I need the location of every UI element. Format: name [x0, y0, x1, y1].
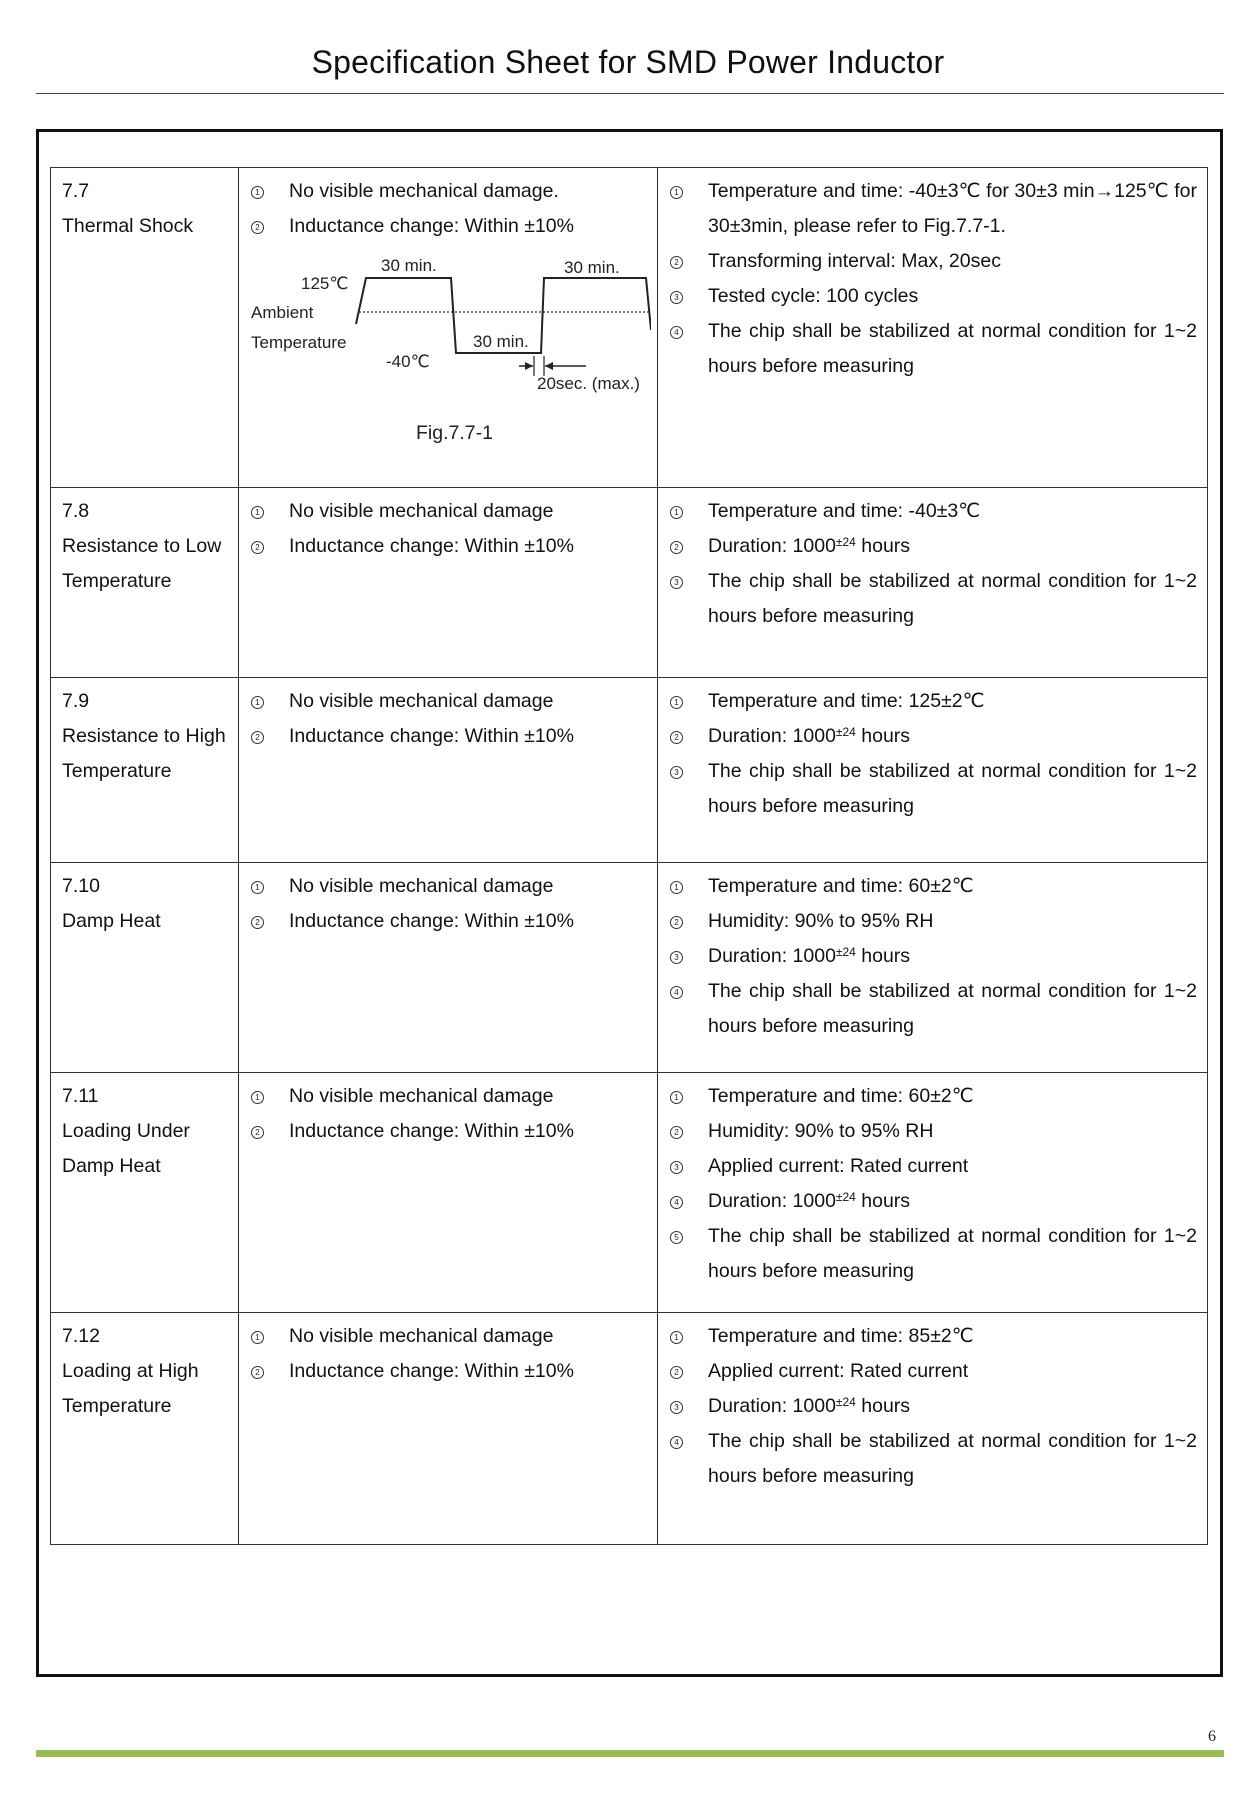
- list-item: 2 Duration: $1000^{\pm 24}$ hours: [670, 719, 1197, 754]
- list-item: 1 Temperature and time: 60±2℃: [670, 869, 1197, 904]
- page-title: Specification Sheet for SMD Power Inductor: [311, 44, 945, 80]
- list-item: 2 Inductance change: Within ±10%: [251, 1354, 647, 1389]
- item-number: 7.8: [62, 500, 90, 522]
- list-item: 1 Temperature and time: 125±2℃: [670, 684, 1197, 719]
- item-number: 7.7: [62, 180, 90, 202]
- circled-number-icon: 4: [670, 1436, 683, 1449]
- condition-cell: [658, 168, 1208, 488]
- list-item: 2 Inductance change: Within ±10%: [251, 529, 647, 564]
- requirement-cell: [239, 168, 658, 488]
- item-cell: [51, 1073, 239, 1313]
- list-item: 2 Inductance change: Within ±10%: [251, 1114, 647, 1149]
- circled-number-icon: 3: [670, 291, 683, 304]
- circled-number-icon: 2: [251, 1366, 264, 1379]
- spec-table: [50, 167, 1208, 1545]
- list-item: 1 Temperature and time: -40±3℃ for 30±3 min→125℃ for 30±3min, please refer to Fig.7.7-1.: [670, 174, 1197, 244]
- condition-cell: [658, 1073, 1208, 1313]
- circled-number-icon: 2: [670, 1126, 683, 1139]
- circled-number-icon: 3: [670, 1161, 683, 1174]
- item-name: Thermal Shock: [62, 215, 194, 237]
- circled-number-icon: 2: [670, 731, 683, 744]
- list-item: 1 No visible mechanical damage: [251, 494, 647, 529]
- table-row-7-9: [51, 678, 1208, 863]
- item-name: Damp Heat: [62, 910, 161, 932]
- list-item: 3 Duration: $1000^{\pm 24}$ hours: [670, 1389, 1197, 1424]
- list-item: 1 No visible mechanical damage: [251, 1319, 647, 1354]
- circled-number-icon: 1: [670, 186, 683, 199]
- list-item: 2 Duration: $1000^{\pm 24}$ hours: [670, 529, 1197, 564]
- list-item: 3 Tested cycle: 100 cycles: [670, 279, 1197, 314]
- footer-accent-bar: [36, 1750, 1224, 1757]
- condition-cell: [658, 1313, 1208, 1545]
- condition-cell: [658, 863, 1208, 1073]
- title-divider: [36, 93, 1224, 94]
- item-name: Resistance to High Temperature: [62, 725, 226, 782]
- list-item: 2 Humidity: 90% to 95% RH: [670, 904, 1197, 939]
- circled-number-icon: 1: [251, 1091, 264, 1104]
- table-row-7-8: [51, 488, 1208, 678]
- list-item: 1 No visible mechanical damage: [251, 1079, 647, 1114]
- circled-number-icon: 2: [670, 541, 683, 554]
- list-item: 3 The chip shall be stabilized at normal condition for 1~2 hours before measuring: [670, 564, 1197, 634]
- circled-number-icon: 1: [670, 881, 683, 894]
- condition-cell: [658, 678, 1208, 863]
- duration-label: 30 min.: [381, 256, 437, 275]
- table-row-7-7: [51, 168, 1208, 488]
- circled-number-icon: 3: [670, 766, 683, 779]
- temperature-label: Temperature: [251, 333, 347, 352]
- circled-number-icon: 1: [670, 696, 683, 709]
- list-item: 3 Duration: $1000^{\pm 24}$ hours: [670, 939, 1197, 974]
- circled-number-icon: 1: [670, 1331, 683, 1344]
- item-cell: [51, 678, 239, 863]
- item-name: Resistance to Low Temperature: [62, 535, 222, 592]
- circled-number-icon: 1: [251, 696, 264, 709]
- item-name: Loading at High Temperature: [62, 1360, 199, 1417]
- thermal-cycle-figure: [251, 248, 651, 463]
- list-item: 1 Temperature and time: -40±3℃: [670, 494, 1197, 529]
- circled-number-icon: 1: [251, 1331, 264, 1344]
- list-item: 1 Temperature and time: 60±2℃: [670, 1079, 1197, 1114]
- requirement-cell: [239, 678, 658, 863]
- ambient-label: Ambient: [251, 303, 314, 322]
- duration-label: 30 min.: [564, 258, 620, 277]
- list-item: 4 The chip shall be stabilized at normal condition for 1~2 hours before measuring: [670, 974, 1197, 1044]
- circled-number-icon: 3: [670, 1401, 683, 1414]
- list-item: 1 No visible mechanical damage: [251, 684, 647, 719]
- item-number: 7.9: [62, 690, 90, 712]
- list-item: 1 Temperature and time: 85±2℃: [670, 1319, 1197, 1354]
- list-item: 1 No visible mechanical damage.: [251, 174, 647, 209]
- item-cell: [51, 488, 239, 678]
- item-number: 7.10: [62, 875, 100, 897]
- figure-caption: Fig.7.7-1: [416, 422, 493, 444]
- high-temp-label: 125℃: [301, 274, 349, 293]
- circled-number-icon: 2: [251, 916, 264, 929]
- item-cell: [51, 863, 239, 1073]
- requirement-cell: [239, 1073, 658, 1313]
- list-item: 2 Inductance change: Within ±10%: [251, 719, 647, 754]
- list-item: 2 Transforming interval: Max, 20sec: [670, 244, 1197, 279]
- circled-number-icon: 3: [670, 951, 683, 964]
- circled-number-icon: 4: [670, 1196, 683, 1209]
- circled-number-icon: 1: [670, 506, 683, 519]
- item-cell: [51, 1313, 239, 1545]
- circled-number-icon: 3: [670, 576, 683, 589]
- list-item: 3 The chip shall be stabilized at normal condition for 1~2 hours before measuring: [670, 754, 1197, 824]
- requirement-cell: [239, 488, 658, 678]
- circled-number-icon: 5: [670, 1231, 683, 1244]
- circled-number-icon: 1: [251, 506, 264, 519]
- item-number: 7.12: [62, 1325, 100, 1347]
- list-item: 3 Applied current: Rated current: [670, 1149, 1197, 1184]
- list-item: 5 The chip shall be stabilized at normal condition for 1~2 hours before measuring: [670, 1219, 1197, 1289]
- circled-number-icon: 2: [670, 1366, 683, 1379]
- circled-number-icon: 1: [251, 186, 264, 199]
- list-item: 1 No visible mechanical damage: [251, 869, 647, 904]
- list-item: 2 Inductance change: Within ±10%: [251, 209, 647, 244]
- item-cell: [51, 168, 239, 488]
- list-item: 2 Applied current: Rated current: [670, 1354, 1197, 1389]
- circled-number-icon: 1: [251, 881, 264, 894]
- low-temp-label: -40℃: [386, 352, 430, 371]
- table-row-7-12: [51, 1313, 1208, 1545]
- table-row-7-11: [51, 1073, 1208, 1313]
- list-item: 2 Inductance change: Within ±10%: [251, 904, 647, 939]
- list-item: 4 The chip shall be stabilized at normal condition for 1~2 hours before measuring: [670, 314, 1197, 384]
- circled-number-icon: 2: [670, 916, 683, 929]
- interval-label: 20sec. (max.): [537, 374, 640, 393]
- circled-number-icon: 2: [251, 731, 264, 744]
- list-item: 4 Duration: $1000^{\pm 24}$ hours: [670, 1184, 1197, 1219]
- circled-number-icon: 2: [251, 1126, 264, 1139]
- duration-label: 30 min.: [473, 332, 529, 351]
- item-name: Loading Under Damp Heat: [62, 1120, 190, 1177]
- circled-number-icon: 4: [670, 326, 683, 339]
- circled-number-icon: 2: [251, 221, 264, 234]
- circled-number-icon: 4: [670, 986, 683, 999]
- circled-number-icon: 1: [670, 1091, 683, 1104]
- requirement-cell: [239, 863, 658, 1073]
- circled-number-icon: 2: [251, 541, 264, 554]
- list-item: 4 The chip shall be stabilized at normal condition for 1~2 hours before measuring: [670, 1424, 1197, 1494]
- page-number: 6: [1208, 1728, 1216, 1745]
- table-row-7-10: [51, 863, 1208, 1073]
- list-item: 2 Humidity: 90% to 95% RH: [670, 1114, 1197, 1149]
- item-number: 7.11: [62, 1085, 99, 1107]
- circled-number-icon: 2: [670, 256, 683, 269]
- condition-cell: [658, 488, 1208, 678]
- requirement-cell: [239, 1313, 658, 1545]
